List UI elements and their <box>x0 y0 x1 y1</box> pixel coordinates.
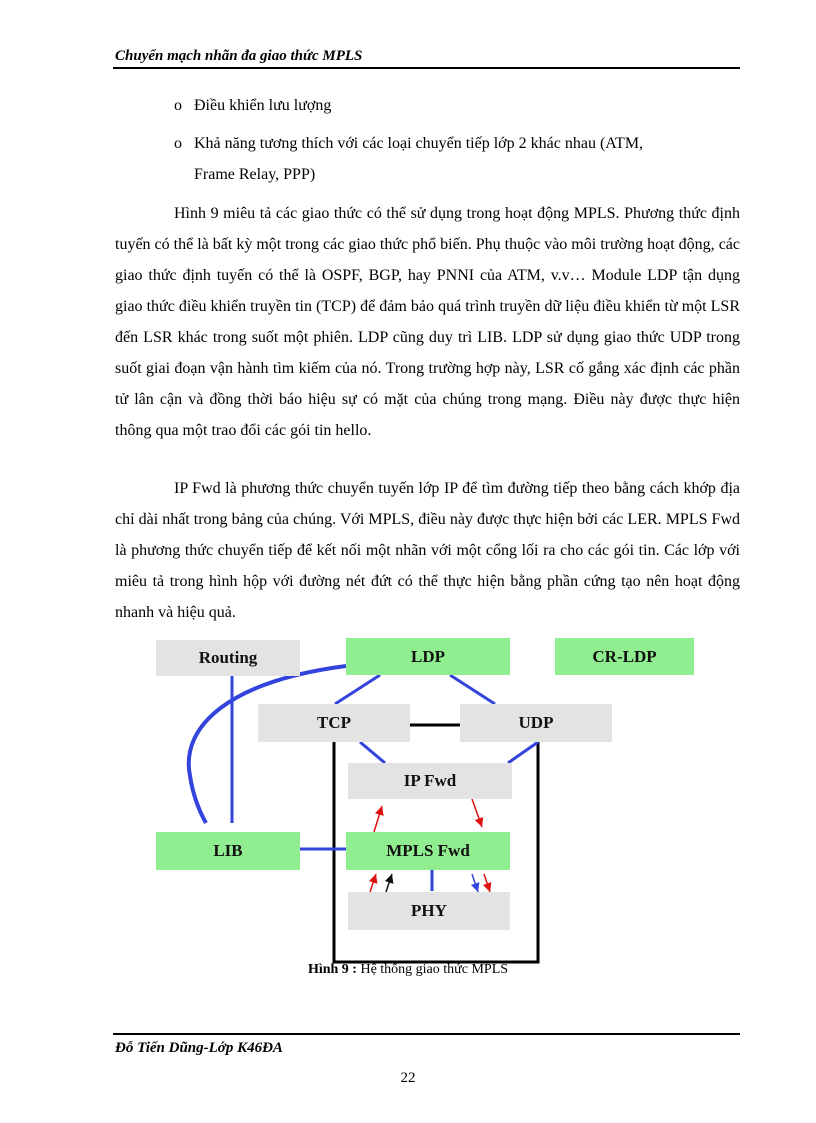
bullet-marker: o <box>174 97 182 114</box>
ldp-box: LDP <box>346 638 510 675</box>
ipfwd-box: IP Fwd <box>348 763 512 799</box>
bullet-marker: o <box>174 135 182 152</box>
page-number: 22 <box>400 1070 416 1086</box>
arrow-mpls-to-phy-red <box>484 874 490 892</box>
bullet-text: Khả năng tương thích với các loại chuyển tiếp lớp 2 khác nhau (ATM, <box>194 135 644 152</box>
lib-box: LIB <box>156 832 300 870</box>
link-udp-ipfwd <box>508 742 538 763</box>
tcp-box: TCP <box>258 704 410 742</box>
bullet-text: Điều khiển lưu lượng <box>194 97 332 114</box>
caption-text: Hệ thống giao thức MPLS <box>356 962 509 977</box>
body-paragraph-2: IP Fwd là phương thức chuyển tuyến lớp IP để tìm đường tiếp theo bằng cách khớp địa chỉ dài nhất trong bảng của chúng. Với MPLS, điều này được thực hiện bởi các LER. MPLS Fwd là phương thức chuyển tiếp để kết nối một nhãn với một cổng lối ra cho các gói tin. Các lớp với miêu tả trong hình hộp với đường nét đứt có thể thực hiện bằng phần cứng tạo nên hoạt động nhanh và hiệu quả. <box>115 480 740 621</box>
mpls-protocol-diagram <box>150 636 710 966</box>
caption-label: Hình 9 : <box>307 962 357 977</box>
arrow-phy-to-mpls-black <box>386 874 392 892</box>
bullet-item-layer2-compat <box>174 128 643 159</box>
arrow-phy-to-mpls-red <box>370 874 376 892</box>
link-ldp-udp <box>450 675 495 704</box>
header-divider <box>113 67 740 69</box>
arrow-mpls-to-ip <box>374 806 382 832</box>
mplsfwd-box: MPLS Fwd <box>346 832 510 870</box>
link-ldp-lib-curve <box>189 666 346 823</box>
bullet-item-traffic-control <box>174 90 331 121</box>
page-header-title: Chuyển mạch nhãn đa giao thức MPLS <box>115 48 363 64</box>
phy-box: PHY <box>348 892 510 930</box>
body-paragraph-1: Hình 9 miêu tả các giao thức có thể sử dụng trong hoạt động MPLS. Phương thức định tuyến có thể là bất kỳ một trong các giao thức phổ biến. Phụ thuộc vào môi trường hoạt động, các giao thức định tuyến có thể là OSPF, BGP, hay PNNI của ATM, v.v… Module LDP tận dụng giao thức điều khiển truyền tin (TCP) để đảm bảo quá trình truyền dữ liệu điều khiển từ một LSR đến LSR khác trong suốt một phiên. LDP cũng duy trì LIB. LDP sử dụng giao thức UDP trong suốt giai đoạn vận hành tìm kiếm của nó. Trong trường hợp này, LSR cố gắng xác định các phần tử lân cận và đồng thời báo hiệu sự có mặt của chúng trong mạng. Điều này được thực hiện thông qua một trao đổi các gói tin hello. <box>115 205 740 439</box>
routing-box: Routing <box>156 640 300 676</box>
footer-divider <box>113 1033 740 1035</box>
figure-caption <box>0 962 816 978</box>
arrow-ip-to-mpls <box>472 799 482 827</box>
link-ldp-tcp <box>335 675 380 704</box>
crldp-box: CR-LDP <box>555 638 694 675</box>
footer-author: Đỗ Tiến Dũng-Lớp K46ĐA <box>115 1040 283 1056</box>
link-tcp-ipfwd <box>360 742 385 763</box>
arrow-mpls-to-phy-blue <box>472 874 478 892</box>
bullet-continuation: Frame Relay, PPP) <box>194 166 316 183</box>
udp-box: UDP <box>460 704 612 742</box>
